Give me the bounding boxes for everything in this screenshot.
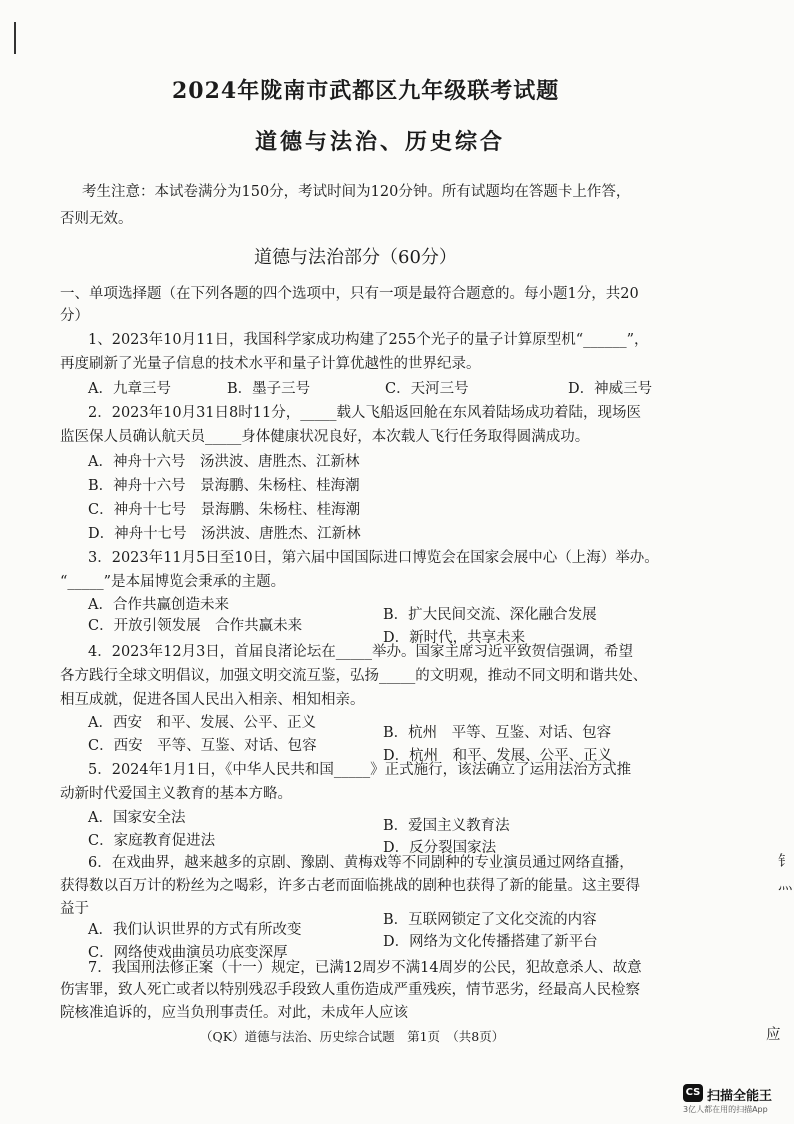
q4-stem-line-2: 各方践行全球文明倡议，加强文明交流互鉴，弘扬_____的文明观，推动不同文明和谐共处、 <box>60 668 648 684</box>
q1-option-b: B．墨子三号 <box>227 381 311 397</box>
q2-stem-line-2: 监医保人员确认航天员_____身体健康状况良好，本次载人飞行任务取得圆满成功。 <box>60 429 590 445</box>
q6-option-d: D．网络为文化传播搭建了新平台 <box>383 934 598 950</box>
q1-option-c: C．天河三号 <box>385 381 469 397</box>
q6-stem-line-1: 6．在戏曲界，越来越多的京剧、豫剧、黄梅戏等不同剧种的专业演员通过网络直播， <box>88 855 634 871</box>
scan-margin-mark <box>14 22 16 54</box>
q5-stem-line-2: 动新时代爱国主义教育的基本方略。 <box>60 786 292 802</box>
q5-option-c: C．家庭教育促进法 <box>88 833 216 849</box>
q6-option-b: B．互联网锁定了文化交流的内容 <box>383 912 597 928</box>
scan-badge-icon: CS <box>683 1084 703 1102</box>
q6-option-c: C．网络使戏曲演员功底变深厚 <box>88 945 288 961</box>
q4-option-d: D．杭州 和平、发展、公平、正义 <box>383 748 613 764</box>
q2-option-d: D．神舟十七号 汤洪波、唐胜杰、江新林 <box>88 526 361 542</box>
edge-char-2: 灬 <box>778 877 793 893</box>
q3-option-a: A．合作共赢创造未来 <box>88 597 229 613</box>
scan-brand: 扫描全能王 <box>707 1089 773 1104</box>
part1-heading-line-1: 一、单项选择题（在下列各题的四个选项中，只有一项是最符合题意的。每小题1分，共20 <box>60 286 639 302</box>
part1-heading-line-2: 分） <box>60 308 89 324</box>
edge-char-1: 钅 <box>778 854 793 870</box>
q2-option-a: A．神舟十六号 汤洪波、唐胜杰、江新林 <box>88 454 360 470</box>
section-title: 道德与法治部分（60分） <box>254 247 457 268</box>
q4-option-c: C．西安 平等、互鉴、对话、包容 <box>88 738 317 754</box>
q2-stem-line-1: 2．2023年10月31日8时11分，_____载人飞船返回舱在东风着陆场成功着陆，现场医 <box>88 405 641 421</box>
page-footer: （QK）道德与法治、历史综合试题 第1页 （共8页） <box>200 1029 505 1044</box>
q4-option-b: B．杭州 平等、互鉴、对话、包容 <box>383 725 612 741</box>
q3-stem-line-2: “_____”是本届博览会秉承的主题。 <box>60 574 286 590</box>
q7-stem-line-2: 伤害罪，致人死亡或者以特别残忍手段致人重伤造成严重残疾，情节恶劣，经最高人民检察 <box>60 982 640 998</box>
q5-stem-line-1: 5．2024年1月1日，《中华人民共和国_____》正式施行，该法确立了运用法治方式推 <box>88 762 632 778</box>
q2-option-b: B．神舟十六号 景海鹏、朱杨柱、桂海潮 <box>88 478 360 494</box>
q6-option-a: A．我们认识世界的方式有所改变 <box>88 922 302 938</box>
exam-title: 2024年陇南市武都区九年级联考试题 <box>172 78 560 104</box>
q4-option-a: A．西安 和平、发展、公平、正义 <box>88 715 316 731</box>
q4-stem-line-3: 相互成就，促进各国人民出入相亲、相知相亲。 <box>60 692 365 708</box>
q5-option-d: D．反分裂国家法 <box>383 840 497 856</box>
q5-option-b: B．爱国主义教育法 <box>383 818 510 834</box>
q1-stem-line-2: 再度刷新了光量子信息的技术水平和量子计算优越性的世界纪录。 <box>60 356 481 372</box>
q6-stem-line-2: 获得数以百万计的粉丝为之喝彩，许多古老而面临挑战的剧种也获得了新的能量。这主要得 <box>60 878 640 894</box>
scan-tagline: 3亿人都在用的扫描App <box>683 1105 768 1114</box>
q3-stem-line-1: 3．2023年11月5日至10日，第六届中国国际进口博览会在国家会展中心（上海）举办。 <box>88 550 659 566</box>
q3-option-c: C．开放引领发展 合作共赢未来 <box>88 618 303 634</box>
q7-stem-line-3: 院核准追诉的，应当负刑事责任。对此，未成年人应该 <box>60 1005 408 1021</box>
q3-option-d: D．新时代，共享未来 <box>383 630 526 646</box>
edge-char-3: 应 <box>766 1027 781 1043</box>
q6-stem-line-3: 益于 <box>60 901 89 917</box>
subject-title: 道德与法治、历史综合 <box>255 129 506 155</box>
q2-option-c: C．神舟十七号 景海鹏、朱杨柱、桂海潮 <box>88 502 361 518</box>
notice-line-2: 否则无效。 <box>60 211 133 227</box>
q1-option-d: D．神威三号 <box>568 381 653 397</box>
q4-stem-line-1: 4．2023年12月3日，首届良渚论坛在_____举办。国家主席习近平致贺信强调，希望 <box>88 644 634 660</box>
q3-option-b: B．扩大民间交流、深化融合发展 <box>383 607 597 623</box>
q5-option-a: A．国家安全法 <box>88 810 186 826</box>
notice-line-1: 考生注意：本试卷满分为150分，考试时间为120分钟。所有试题均在答题卡上作答， <box>82 184 631 200</box>
q1-stem-line-1: 1、2023年10月11日，我国科学家成功构建了255个光子的量子计算原型机“______”， <box>88 332 649 348</box>
q1-option-a: A．九章三号 <box>88 381 171 397</box>
q7-stem-line-1: 7．我国刑法修正案（十一）规定，已满12周岁不满14周岁的公民，犯故意杀人、故意 <box>88 960 642 976</box>
